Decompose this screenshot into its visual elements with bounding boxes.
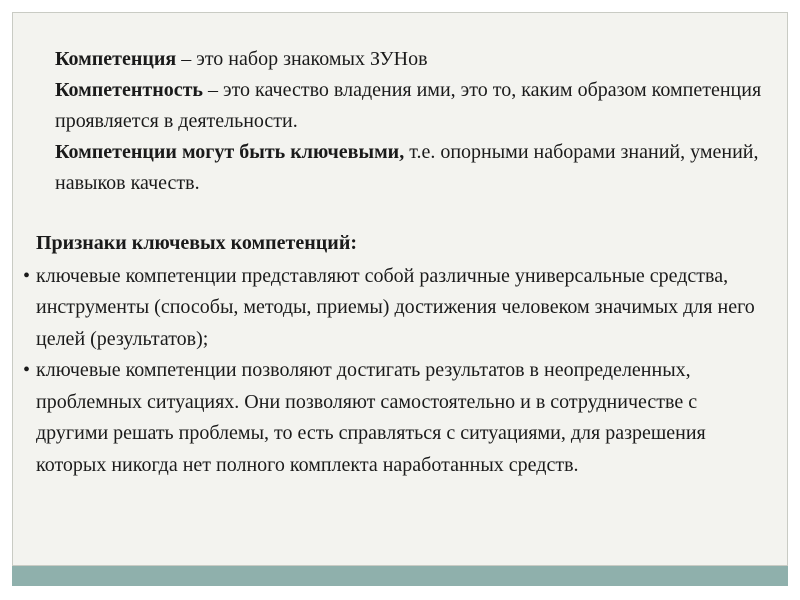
term-competency: Компетентность (55, 79, 203, 101)
definition-key-competencies-text: т.е. опорными наборами знаний, умений, навыков качеств. (55, 141, 759, 194)
bullet-icon: • (23, 359, 31, 381)
definition-competency-text: – это качество владения ими, это то, каким образом компетенция проявляется в деятельности. (55, 79, 762, 132)
list-item-text: ключевые компетенции позволяют достигать результатов в неопределенных, проблемных ситуациях. Они позволяют самостоятельно и в сотрудничестве с другими решать проблемы, то есть справляться с ситуациями, для разрешения которых никогда нет полного комплекта наработанных средств. (36, 359, 706, 476)
list-item (20, 355, 765, 481)
definition-key-competencies (55, 137, 775, 199)
definitions-block (55, 44, 775, 199)
term-competence: Компетенция (55, 48, 177, 70)
footer-bar (12, 566, 788, 586)
definition-competence-text: – это набор знакомых ЗУНов (176, 48, 428, 70)
definition-competency (55, 75, 775, 137)
definition-competence (55, 44, 775, 75)
signs-block (20, 228, 765, 481)
list-item-text: ключевые компетенции представляют собой различные универсальные средства, инструменты (способы, методы, приемы) достижения человеком значимых для него целей (результатов); (36, 264, 755, 350)
term-key-competencies: Компетенции могут быть ключевыми, (55, 141, 405, 163)
bullet-icon: • (23, 264, 31, 287)
list-item (20, 261, 765, 356)
signs-title: Признаки ключевых компетенций: (36, 232, 358, 254)
